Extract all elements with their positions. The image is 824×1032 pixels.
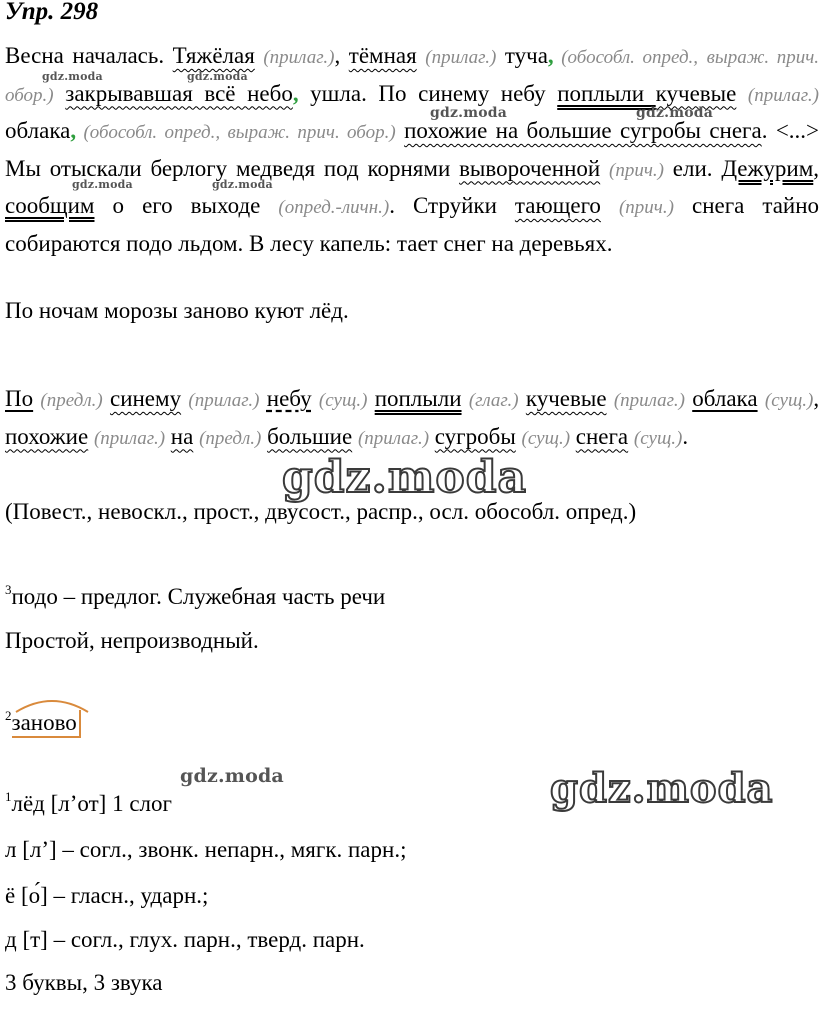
annotation: (сущ.) (318, 390, 368, 411)
word: небу (266, 386, 312, 411)
annotation: (прилаг.) (425, 47, 497, 68)
word-tayushchego: тающего (514, 193, 601, 218)
word: кучевые (525, 386, 607, 411)
word: синему (109, 386, 182, 411)
text-fragment: собираются подо льдом. В лесу капель: тает снег на деревьях. (5, 230, 613, 256)
text-fragment: его выходе (142, 193, 279, 218)
note-1-line5: 3 буквы, 3 звука (5, 970, 163, 995)
word-dezhurim: Дежурим (721, 155, 814, 181)
watermark-logo: gdz.moda (72, 178, 133, 191)
text-fragment: . (682, 423, 689, 449)
word: По (5, 386, 34, 411)
watermark-logo: gdz.moda (430, 105, 508, 121)
text-fragment: Весна началась. (5, 43, 173, 68)
exercise-title: Упр. 298 (5, 0, 99, 25)
green-comma: , (547, 43, 554, 68)
word-kuchevye: кучевые (655, 80, 737, 106)
word-poplyli: поплыли (557, 80, 656, 106)
note-text: подо – предлог. Служебная часть речи (11, 584, 386, 609)
annotation: (глаг.) (468, 390, 519, 411)
watermark-logo: gdz.moda (42, 70, 103, 83)
word: похожие (5, 423, 89, 449)
note-1-line2: л [л’] – согл., звонк. непарн., мягк. парн.; (5, 837, 407, 862)
text-fragment: , (334, 43, 349, 68)
green-comma: , (70, 118, 77, 143)
exercise-text (5, 38, 819, 261)
footnote-number: 1 (5, 789, 12, 804)
note-3-line2: Простой, непроизводный. (5, 628, 259, 653)
note-1-line4: д [т] – согл., глух. парн., тверд. парн. (5, 927, 365, 952)
text-fragment: снега тайно (673, 193, 820, 218)
note-1-line1 (5, 791, 172, 817)
annotation: (прилаг.) (93, 427, 166, 449)
word: облака (692, 386, 758, 411)
annotation: (обособл. опред., выраж. прич. обор.) (76, 122, 396, 143)
root-arc-icon (12, 694, 92, 714)
word-tyazhelaya: Тяжёлая (172, 43, 255, 68)
note-word: заново (11, 710, 77, 735)
annotation: (опред.-личн.) (278, 197, 390, 218)
word-soobshim: сообщим (5, 193, 95, 218)
last-sentence: По ночам морозы заново куют лёд. (5, 298, 349, 323)
annotation: (сущ.) (633, 427, 683, 449)
footnote-number: 3 (5, 582, 12, 597)
word-tucha: туча (496, 43, 548, 68)
note-3-line1 (5, 584, 385, 610)
word: на (170, 423, 194, 449)
note-2 (5, 710, 81, 738)
watermark-logo: gdz.moda (180, 765, 284, 787)
text-fragment: . Струйки (389, 193, 515, 218)
annotation: (прилаг.) (263, 47, 335, 68)
annotation: (прилаг.) (613, 390, 685, 411)
footnote-number: 2 (5, 708, 12, 723)
participial-phrase: закрывавшая всё небо (65, 80, 293, 106)
watermark-logo: gdz.moda (187, 70, 248, 83)
text-fragment: , (813, 386, 820, 411)
text-fragment: ели. (663, 155, 722, 181)
word: снега (575, 423, 629, 449)
annotation: (прилаг.) (747, 84, 820, 106)
watermark-logo: gdz.moda (550, 765, 774, 812)
annotation: (прич.) (618, 197, 674, 218)
annotation: (прич.) (609, 159, 664, 181)
word: поплыли (374, 386, 462, 411)
annotation: (предл.) (199, 427, 262, 449)
annotation: (сущ.) (521, 427, 571, 449)
word-vyvorochennoy: вывороченной (459, 155, 601, 181)
annotation: (обособл. опред., (553, 47, 699, 68)
text-fragment: , (813, 155, 820, 181)
watermark-logo: gdz.moda (282, 452, 528, 503)
word-oblaka: облака (5, 118, 71, 143)
word: большие (267, 423, 353, 449)
annotation: (предл.) (40, 390, 103, 411)
text-fragment: . <...> Мы отыскали берлогу (5, 118, 820, 181)
word-temnaya: тёмная (348, 43, 417, 68)
morpheme-ending-box (12, 710, 81, 738)
text-fragment: медведя под корнями (235, 155, 460, 181)
watermark-logo: gdz.moda (636, 105, 714, 121)
participial-phrase-2: похожие на большие сугробы снега (404, 118, 762, 143)
note-1-line3: ё [о́] – гласн., ударн.; (5, 883, 209, 908)
annotation: выраж. прич. обор.) (5, 47, 820, 106)
annotation: (сущ.) (764, 390, 814, 411)
analysis-block (5, 381, 819, 456)
annotation: (прилаг.) (188, 390, 260, 411)
sentence-characteristics: (Повест., невоскл., прост., двусост., распр., осл. обособл. опред.) (5, 499, 637, 524)
annotation: (прилаг.) (357, 427, 430, 449)
note-text: лёд [л’от] 1 слог (11, 791, 172, 816)
text-fragment: о (94, 193, 125, 218)
text-fragment: ушла. По синему небу (298, 80, 546, 106)
word: сугробы (434, 423, 516, 449)
watermark-logo: gdz.moda (212, 178, 273, 191)
green-comma: , (292, 80, 299, 106)
